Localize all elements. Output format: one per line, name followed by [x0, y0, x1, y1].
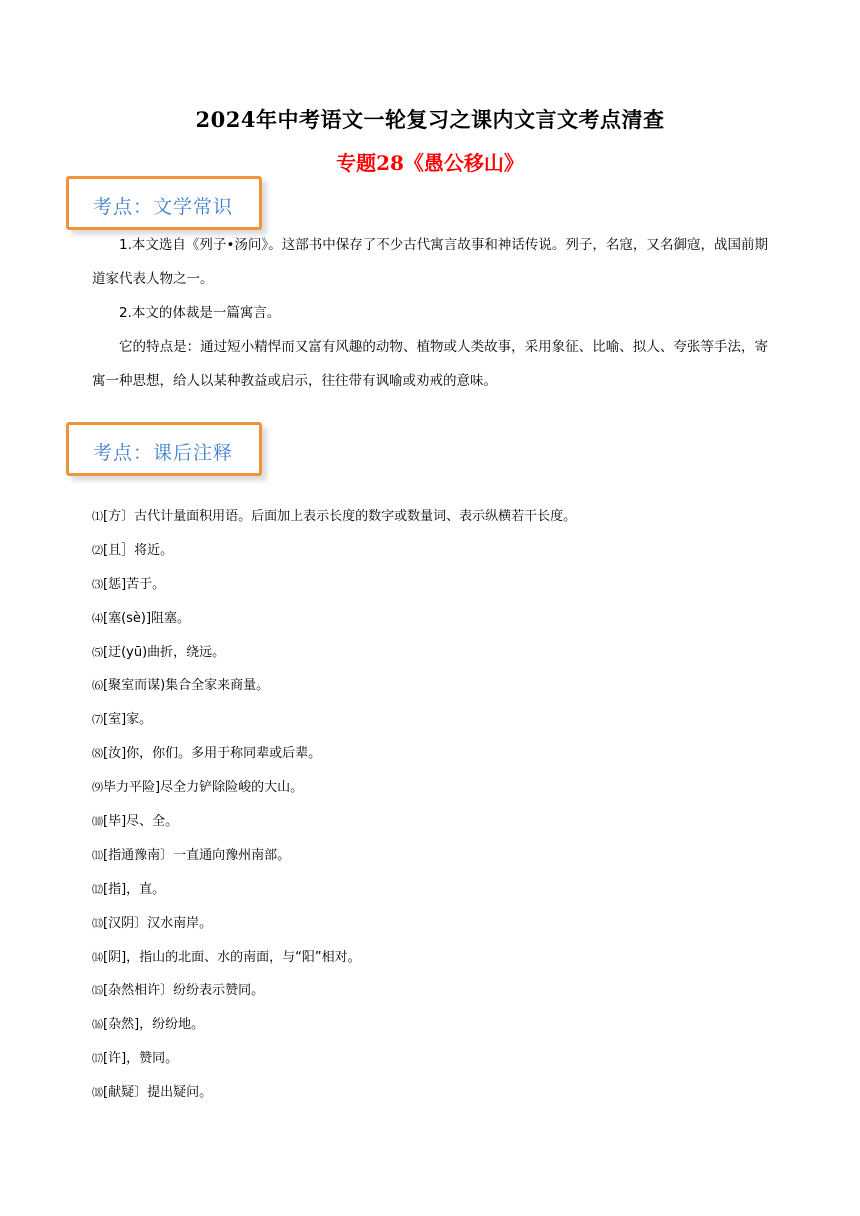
section-heading-literary: 考点：文学常识 [93, 196, 234, 218]
section-heading-notes: 考点：课后注释 [93, 442, 234, 464]
note-number: ⑽ [92, 815, 103, 829]
paragraph-source: 1.本文选自《列子•汤问》。这部书中保存了不少古代寓言故事和神话传说。列子，名寇，又名御寇，战国前期道家代表人物之一。 [92, 237, 768, 287]
note-item [92, 1008, 792, 1042]
note-number: ⑵ [92, 543, 103, 557]
note-number: ⑹ [92, 679, 103, 693]
paragraph-genre: 2.本文的体裁是一篇寓言。 [119, 305, 281, 321]
note-item [92, 500, 792, 534]
section-heading-box-literary [66, 176, 262, 230]
note-text: [且］将近。 [103, 542, 174, 558]
note-text: [指通豫南〕一直通向豫州南部。 [103, 847, 291, 863]
note-item [92, 839, 792, 873]
note-number: ⒅ [92, 1086, 103, 1100]
note-text: [迂(yū)曲折，绕远。 [103, 644, 226, 660]
note-number: ⑻ [92, 747, 103, 761]
note-text: [汉阴〕汉水南岸。 [103, 915, 213, 931]
note-item [92, 568, 792, 602]
note-item [92, 974, 792, 1008]
note-text: 毕力平险]尽全力铲除险峻的大山。 [103, 780, 304, 796]
note-number: ⑴ [92, 510, 103, 523]
note-item [92, 669, 792, 703]
note-number: ⑾ [92, 848, 103, 862]
note-text: [许]，赞同。 [103, 1051, 179, 1067]
note-item [92, 1042, 792, 1076]
note-item [92, 636, 792, 670]
note-text: [毕]尽、全。 [103, 814, 179, 830]
note-item [92, 873, 792, 907]
notes-list [92, 500, 792, 1110]
note-text: [室]家。 [103, 712, 153, 728]
note-number: ⒃ [92, 1018, 103, 1032]
note-number: ⒂ [92, 984, 103, 998]
note-text: [阴]，指山的北面、水的南面，与“阳”相对。 [103, 949, 361, 965]
note-text: [汝]你，你们。多用于称同辈或后辈。 [103, 746, 322, 762]
note-text: [指]，直。 [103, 881, 166, 897]
note-number: ⑸ [92, 645, 103, 659]
note-text: [聚室而谋)集合全家来商量。 [103, 678, 270, 694]
note-item [92, 1076, 792, 1110]
note-text: [杂然]，纷纷地。 [103, 1017, 205, 1033]
note-text: [塞(sè)]阻塞。 [103, 610, 191, 626]
note-item [92, 907, 792, 941]
note-text: [杂然相许〕纷纷表示赞同。 [103, 983, 265, 999]
note-text: [惩]苦于。 [103, 576, 166, 592]
note-text: [方〕古代计量面积用语。后面加上表示长度的数字或数量词、表示纵横若干长度。 [103, 509, 577, 524]
page-title: 2024年中考语文一轮复习之课内文言文考点清查 [195, 107, 665, 132]
note-number: ⒀ [92, 916, 103, 930]
note-item [92, 737, 792, 771]
section-heading-box-notes [66, 422, 262, 476]
note-number: ⑼ [92, 781, 103, 795]
note-item [92, 703, 792, 737]
note-number: ⑺ [92, 713, 103, 727]
note-number: ⑿ [92, 882, 103, 896]
note-item [92, 602, 792, 636]
note-item [92, 771, 792, 805]
note-number: ⒁ [92, 950, 103, 964]
note-text: [献疑〕提出疑问。 [103, 1085, 213, 1101]
paragraph-features: 它的特点是：通过短小精悍而又富有风趣的动物、植物或人类故事，采用象征、比喻、拟人、夸张等手法，寄寓一种思想，给人以某种教益或启示，往往带有讽喻或劝戒的意味。 [92, 339, 768, 389]
page-subtitle: 专题28《愚公移山》 [336, 151, 524, 175]
note-item [92, 941, 792, 975]
note-item [92, 805, 792, 839]
note-item [92, 534, 792, 568]
note-number: ⑶ [92, 577, 103, 591]
note-number: ⑷ [92, 611, 103, 625]
note-number: ⒄ [92, 1052, 103, 1066]
